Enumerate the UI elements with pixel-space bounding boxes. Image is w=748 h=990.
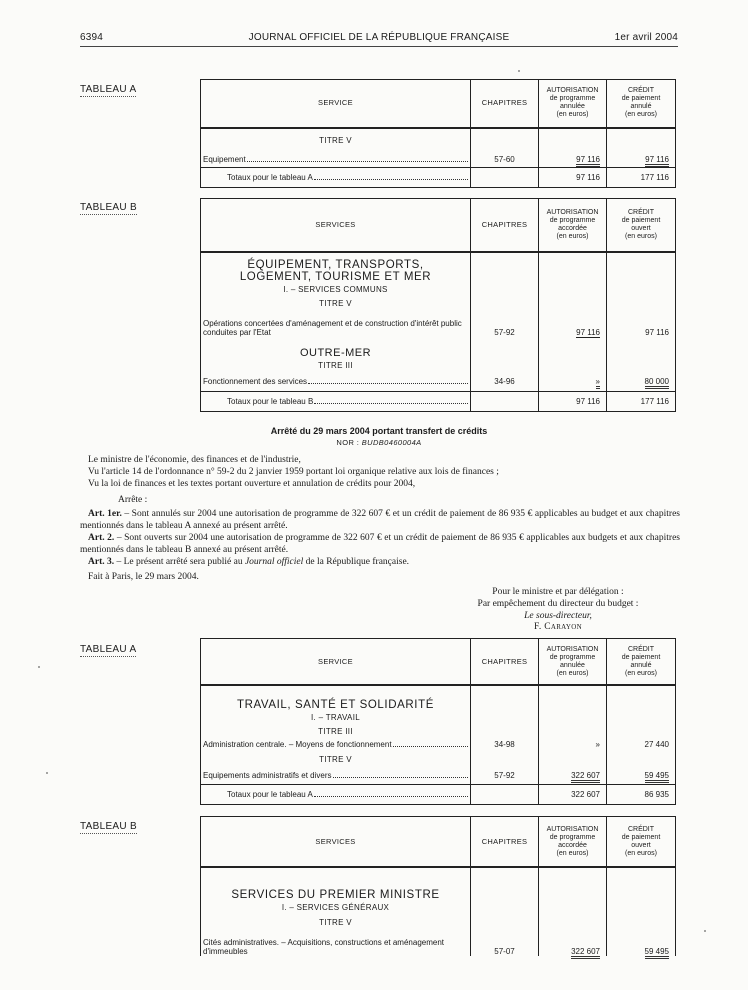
table3-col-service: SERVICE [201, 639, 471, 686]
table2-col-services: SERVICES [201, 199, 471, 252]
table3-total-row: Totaux pour le tableau A 322 607 86 935 [201, 784, 676, 804]
table2-titre2: TITRE III [318, 360, 353, 370]
table4-titre1: TITRE V [319, 917, 352, 927]
table-row: Administration centrale. – Moyens de fonctionnement 34-98 » 27 440 [201, 738, 676, 752]
table3-col-chapitres: CHAPITRES [471, 639, 539, 686]
table4-ministry: SERVICES DU PREMIER MINISTRE [231, 888, 440, 901]
issue-date: 1er avril 2004 [614, 32, 678, 43]
table4-side-label: TABLEAU B [80, 821, 137, 832]
arrete-title: Arrêté du 29 mars 2004 portant transfert de crédits [270, 426, 488, 436]
table4-section: I. – SERVICES GÉNÉRAUX [281, 903, 390, 913]
article-3: Art. 3. – Le présent arrêté sera publié au Journal officiel de la République française. [88, 557, 410, 567]
table4-col-credit: CRÉDIT de paiement ouvert (en euros) [607, 817, 676, 868]
page-number: 6394 [80, 32, 104, 43]
table4 [200, 816, 676, 956]
table2-col-credit: CRÉDIT de paiement ouvert (en euros) [607, 199, 676, 252]
table2-side-label: TABLEAU B [80, 202, 137, 213]
table3-titre2: TITRE V [319, 755, 352, 765]
table1-col-service: SERVICE [201, 80, 471, 128]
arrete-arrete: Arrête : [118, 495, 148, 505]
table4-col-autorisation: AUTORISATION de programme accordée (en euros) [539, 817, 607, 868]
table1-col-credit: CRÉDIT de paiement annulé (en euros) [607, 80, 676, 128]
table2-col-autorisation: AUTORISATION de programme accordée (en euros) [539, 199, 607, 252]
table3-ministry: TRAVAIL, SANTÉ ET SOLIDARITÉ [236, 699, 434, 712]
header-rule [80, 46, 678, 47]
table3 [200, 638, 676, 805]
table3-section: I. – TRAVAIL [311, 713, 360, 723]
table2-titre1: TITRE V [319, 298, 352, 308]
table-row: Opérations concertées d'aménagement et de construction d'intérêt public conduites par l'Etat 57-92 97 116 97 116 [201, 311, 676, 338]
scan-speck [518, 70, 520, 72]
table3-titre1: TITRE III [318, 726, 353, 736]
scan-speck [46, 772, 48, 774]
table1-col-autorisation: AUTORISATION de programme annulée (en euros) [539, 80, 607, 128]
table4-col-chapitres: CHAPITRES [471, 817, 539, 868]
table3-col-credit: CRÉDIT de paiement annulé (en euros) [607, 639, 676, 686]
table3-col-autorisation: AUTORISATION de programme annulée (en euros) [539, 639, 607, 686]
table-row: Equipement 57-60 97 116 97 116 [201, 153, 676, 168]
scan-speck [38, 666, 40, 668]
table2-ministry: ÉQUIPEMENT, TRANSPORTS, LOGEMENT, TOURISME ET MER [239, 258, 432, 283]
arrete-vu-1: Vu l'article 14 de l'ordonnance n° 59-2 du 2 janvier 1959 portant loi organique relative aux lois de finances ; [88, 467, 499, 477]
arrete-nor: NOR : BUDB0460004A [336, 438, 422, 447]
fait-a-paris: Fait à Paris, le 29 mars 2004. [88, 572, 199, 582]
table1-total-row: Totaux pour le tableau A 97 116 177 116 [201, 168, 676, 188]
article-1: Art. 1er. – Sont annulés sur 2004 une autorisation de programme de 322 607 € et un crédit de paiement de 86 935 € applicables au budget et aux chapitres mentionnés dans le tableau A annexé au présent arrêté. [80, 509, 680, 531]
table2-total-row: Totaux pour le tableau B 97 116 177 116 [201, 392, 676, 412]
table1-col-chapitres: CHAPITRES [471, 80, 539, 128]
table-row: Equipements administratifs et divers 57-92 322 607 59 495 [201, 768, 676, 784]
signature-line-3: Le sous-directeur, [524, 611, 592, 621]
table2-outre-mer: OUTRE-MER [299, 347, 372, 360]
table-row: Cités administratives. – Acquisitions, constructions et aménagement d'immeubles 57-07 322 607 59 495 [201, 929, 676, 956]
journal-title: JOURNAL OFFICIEL DE LA RÉPUBLIQUE FRANÇAISE [248, 32, 510, 43]
table1-titre: TITRE V [319, 136, 352, 146]
table1 [200, 79, 676, 188]
signature-line-1: Pour le ministre et par délégation : [492, 587, 624, 597]
arrete-vu-2: Vu la loi de finances et les textes portant ouverture et annulation de crédits pour 2004, [88, 479, 416, 489]
table4-col-services: SERVICES [201, 817, 471, 868]
table1-side-label: TABLEAU A [80, 84, 137, 95]
article-2: Art. 2. – Sont ouverts sur 2004 une autorisation de programme de 322 607 € et un crédit de paiement de 86 935 € applicables aux budgets et aux chapitres mentionnés dans le tableau B annexé au présent arrêté. [80, 533, 680, 555]
table2 [200, 198, 676, 412]
scan-speck [704, 930, 706, 932]
table3-side-label: TABLEAU A [80, 644, 137, 655]
table-row: Fonctionnement des services 34-96 » 80 000 [201, 372, 676, 392]
arrete-intro: Le ministre de l'économie, des finances et de l'industrie, [88, 455, 301, 465]
table2-col-chapitres: CHAPITRES [471, 199, 539, 252]
table2-section: I. – SERVICES COMMUNS [283, 284, 388, 294]
signature-line-2: Par empêchement du directeur du budget : [477, 599, 639, 609]
signature-name: F. Carayon [534, 622, 582, 632]
